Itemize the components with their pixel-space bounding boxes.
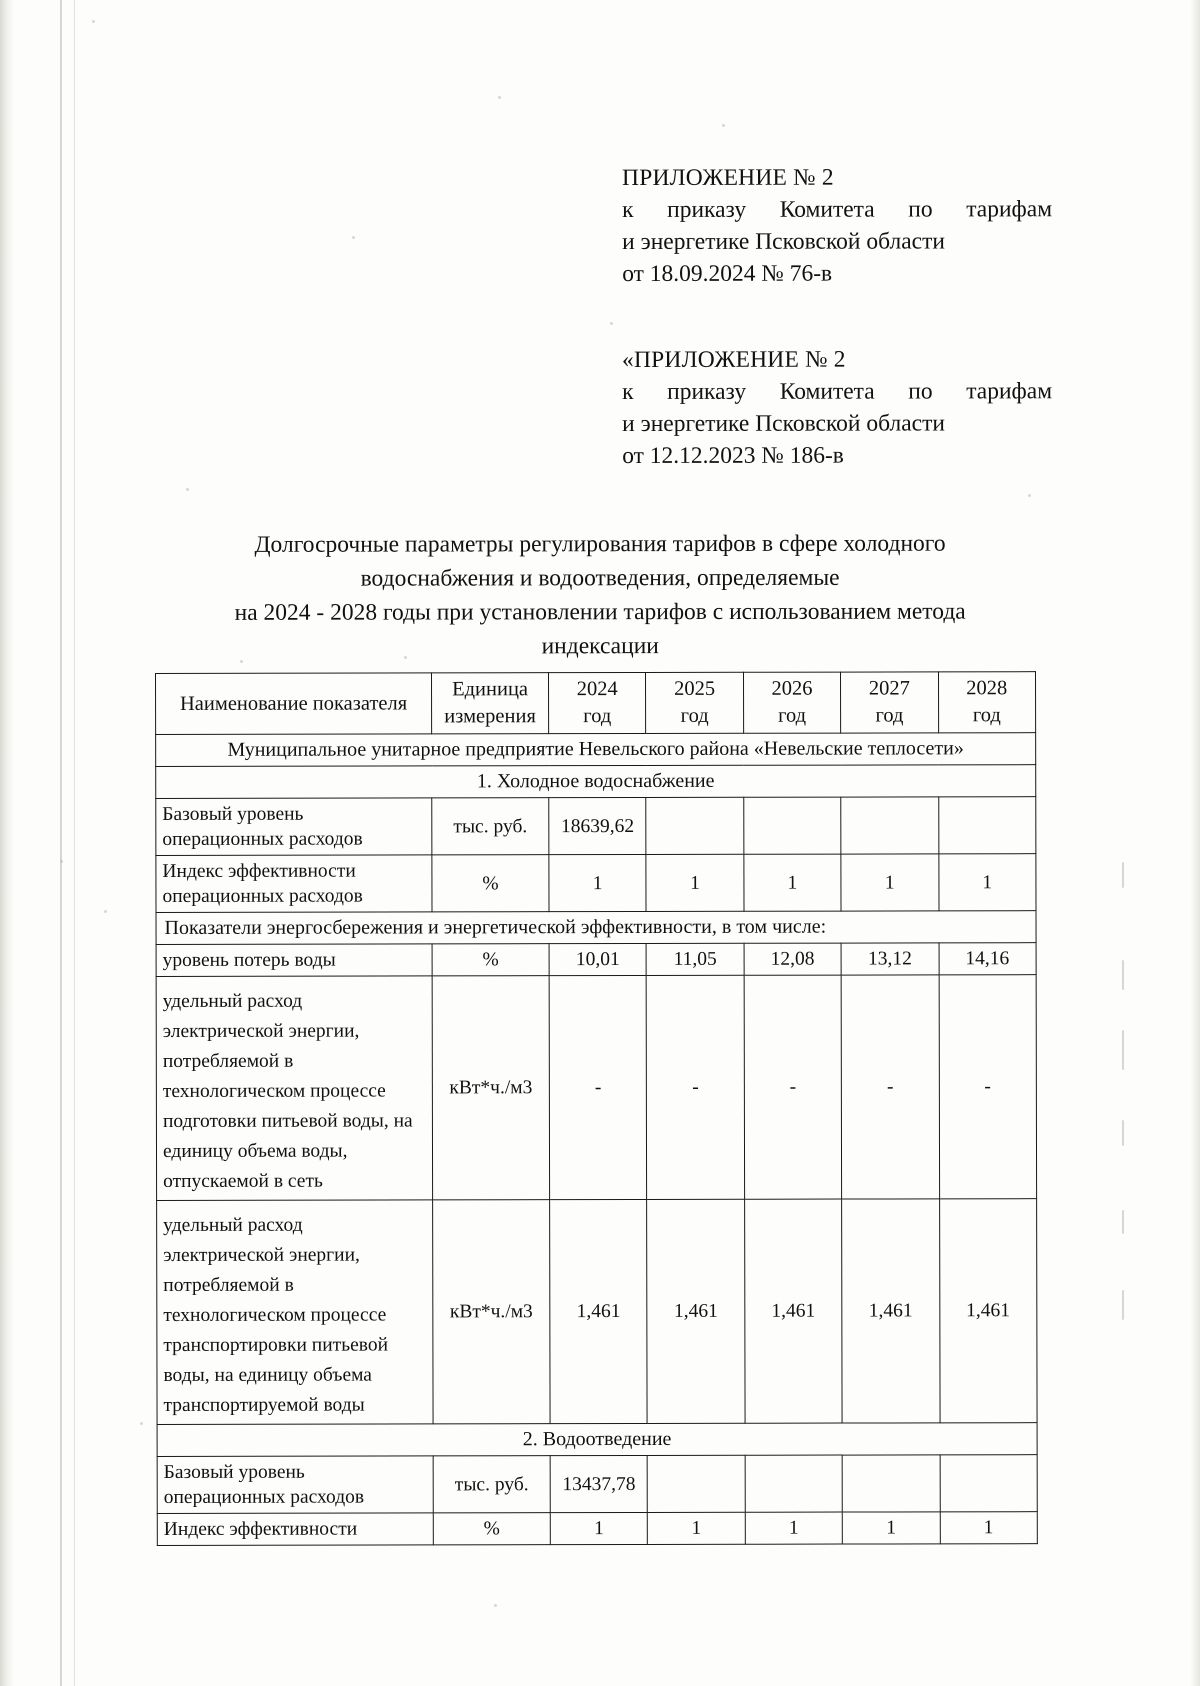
scan-edge-right	[1190, 0, 1200, 1686]
value-2026-water-loss-level: 12,08	[744, 943, 841, 975]
scan-speck	[352, 236, 355, 239]
year-word: год	[680, 704, 709, 727]
organization-name: Муниципальное унитарное предприятие Невельского района «Невельские теплосети»	[156, 733, 1036, 767]
appendix-order-date-original: от 12.12.2023 № 186-в	[622, 442, 844, 469]
value-2025-specific-energy-preparation: -	[647, 975, 745, 1199]
scan-speck	[1122, 1120, 1124, 1146]
year-number: 2028	[966, 677, 1008, 700]
value-2024-water-loss-level: 10,01	[549, 943, 646, 975]
scan-binding-line-secondary	[74, 0, 75, 1686]
scan-speck	[104, 910, 107, 913]
scan-binding-line	[60, 0, 62, 1686]
table-row	[157, 1199, 1037, 1425]
value-2028-efficiency-index-ww: 1	[940, 1512, 1037, 1544]
value-2025-water-loss-level: 11,05	[646, 943, 743, 975]
value-2025-efficiency-index-ww: 1	[648, 1512, 745, 1544]
column-header-unit-line1: Единица	[452, 678, 529, 701]
table-row	[157, 1455, 1037, 1514]
section-title-wastewater-disposal: 2. Водоотведение	[157, 1423, 1037, 1457]
column-header-year-2028	[938, 672, 1036, 733]
value-2027-water-loss-level: 13,12	[841, 943, 938, 975]
year-word: год	[778, 704, 807, 727]
scan-speck	[60, 860, 63, 863]
year-number: 2025	[674, 677, 716, 700]
appendix-order-line1-current: к приказу Комитета по тарифам	[622, 196, 1053, 223]
energy-group-row	[156, 911, 1036, 945]
row-label-water-loss-level: уровень потерь воды	[156, 944, 432, 977]
scan-speck	[494, 1604, 497, 1607]
value-2028-specific-energy-transport: 1,461	[939, 1199, 1037, 1423]
value-2026-specific-energy-transport: 1,461	[744, 1199, 842, 1423]
value-2027-efficiency-index-ww: 1	[842, 1512, 939, 1544]
scan-speck	[1122, 960, 1124, 990]
scan-speck	[722, 124, 725, 127]
scan-speck	[610, 322, 613, 325]
column-header-unit	[432, 673, 549, 734]
row-unit-efficiency-index-ww: %	[433, 1513, 550, 1545]
document-title-line-1: Долгосрочные параметры регулирования тарифов в сфере холодного	[254, 530, 946, 558]
appendix-reference-original	[622, 343, 1052, 472]
table-row	[156, 854, 1036, 913]
value-2024-specific-energy-preparation: -	[549, 975, 647, 1199]
appendix-title-original: «ПРИЛОЖЕНИЕ № 2	[622, 346, 846, 373]
value-2027-base-operating-expenses-cw	[841, 797, 939, 854]
value-2025-specific-energy-transport: 1,461	[647, 1199, 745, 1423]
scan-edge-left	[0, 0, 14, 1686]
value-2024-base-operating-expenses-cw: 18639,62	[549, 797, 647, 854]
document-title-line-2: водоснабжения и водоотведения, определяемые	[360, 564, 840, 592]
appendix-order-line2-original: и энергетике Псковской области	[622, 410, 945, 437]
parameters-table-wrapper	[155, 671, 1037, 1546]
value-2025-base-operating-expenses-cw	[646, 797, 744, 854]
scan-speck	[92, 20, 95, 23]
value-2025-base-operating-expenses-ww	[648, 1455, 746, 1512]
table-header-row	[156, 672, 1036, 735]
long-term-parameters-table	[155, 671, 1038, 1546]
scan-speck	[1122, 862, 1124, 888]
scan-speck	[186, 488, 189, 491]
scan-speck	[140, 1422, 143, 1425]
scan-speck	[1122, 1210, 1124, 1234]
appendix-order-date-current: от 18.09.2024 № 76-в	[622, 260, 833, 287]
year-number: 2027	[868, 677, 910, 700]
value-2026-base-operating-expenses-ww	[745, 1455, 843, 1512]
value-2026-specific-energy-preparation: -	[744, 975, 842, 1199]
value-2025-efficiency-index-cw: 1	[646, 854, 744, 911]
column-header-year-2024	[549, 672, 647, 733]
column-header-year-2027	[841, 672, 939, 733]
appendix-reference-current	[622, 161, 1052, 290]
document-title-line-3: на 2024 - 2028 годы при установлении тарифов с использованием метода	[234, 598, 966, 626]
row-unit-base-operating-expenses-cw: тыс. руб.	[432, 798, 549, 855]
year-number: 2024	[576, 678, 618, 701]
value-2028-efficiency-index-cw: 1	[938, 854, 1036, 911]
scan-speck	[1028, 494, 1031, 497]
row-label-base-operating-expenses-cw: Базовый уровень операционных расходов	[156, 798, 432, 856]
table-row	[156, 975, 1036, 1201]
column-header-year-2026	[743, 672, 841, 733]
table-row	[157, 1512, 1037, 1546]
organization-row	[156, 733, 1036, 767]
value-2026-efficiency-index-ww: 1	[745, 1512, 842, 1544]
scan-speck	[498, 96, 501, 99]
value-2026-efficiency-index-cw: 1	[744, 854, 842, 911]
value-2024-base-operating-expenses-ww: 13437,78	[550, 1455, 648, 1512]
year-number: 2026	[771, 677, 813, 700]
value-2027-specific-energy-transport: 1,461	[842, 1199, 940, 1423]
value-2027-efficiency-index-cw: 1	[841, 854, 939, 911]
appendix-title-current: ПРИЛОЖЕНИЕ № 2	[622, 164, 834, 191]
year-word: год	[972, 704, 1001, 727]
row-unit-specific-energy-preparation: кВт*ч./м3	[432, 976, 549, 1200]
value-2027-specific-energy-preparation: -	[841, 975, 939, 1199]
value-2028-base-operating-expenses-ww	[940, 1455, 1038, 1512]
row-label-specific-energy-transport: удельный расход электрической энергии, потребляемой в технологическом процессе транспортировки питьевой воды, на единицу объема транспортируемой воды	[157, 1200, 433, 1425]
value-2028-base-operating-expenses-cw	[938, 797, 1036, 854]
table-row	[156, 797, 1036, 856]
year-word: год	[583, 705, 612, 728]
appendix-order-line1-original: к приказу Комитета по тарифам	[622, 378, 1053, 405]
scan-speck	[1122, 1030, 1124, 1070]
column-header-indicator-name: Наименование показателя	[156, 673, 432, 735]
row-unit-base-operating-expenses-ww: тыс. руб.	[433, 1456, 550, 1513]
row-unit-water-loss-level: %	[432, 944, 549, 976]
appendix-order-line2-current: и энергетике Псковской области	[622, 228, 945, 255]
column-header-unit-line2: измерения	[444, 705, 536, 728]
document-title	[150, 526, 1050, 664]
row-unit-specific-energy-transport: кВт*ч./м3	[433, 1200, 550, 1424]
row-label-efficiency-index-cw: Индекс эффективности операционных расходов	[156, 855, 432, 913]
scan-speck	[1122, 1290, 1124, 1320]
value-2026-base-operating-expenses-cw	[744, 797, 842, 854]
group-title-energy-efficiency: Показатели энергосбережения и энергетической эффективности, в том числе:	[156, 911, 1036, 945]
value-2028-water-loss-level: 14,16	[939, 943, 1036, 975]
value-2028-specific-energy-preparation: -	[939, 975, 1037, 1199]
value-2024-specific-energy-transport: 1,461	[550, 1199, 648, 1423]
value-2024-efficiency-index-cw: 1	[549, 854, 647, 911]
section-title-cold-water-supply: 1. Холодное водоснабжение	[156, 765, 1036, 799]
row-label-base-operating-expenses-ww: Базовый уровень операционных расходов	[157, 1456, 433, 1514]
value-2024-efficiency-index-ww: 1	[550, 1512, 647, 1544]
document-title-line-4: индексации	[541, 633, 659, 660]
table-row	[156, 943, 1036, 977]
value-2027-base-operating-expenses-ww	[842, 1455, 940, 1512]
row-unit-efficiency-index-cw: %	[432, 855, 549, 912]
row-label-specific-energy-preparation: удельный расход электрической энергии, потребляемой в технологическом процессе подготовки питьевой воды, на единицу объема воды, отпускаемой в сеть	[156, 976, 432, 1201]
section-row-cold-water	[156, 765, 1036, 799]
column-header-year-2025	[646, 672, 744, 733]
row-label-efficiency-index-ww: Индекс эффективности	[157, 1513, 433, 1546]
year-word: год	[875, 704, 904, 727]
section-row-wastewater	[157, 1423, 1037, 1457]
